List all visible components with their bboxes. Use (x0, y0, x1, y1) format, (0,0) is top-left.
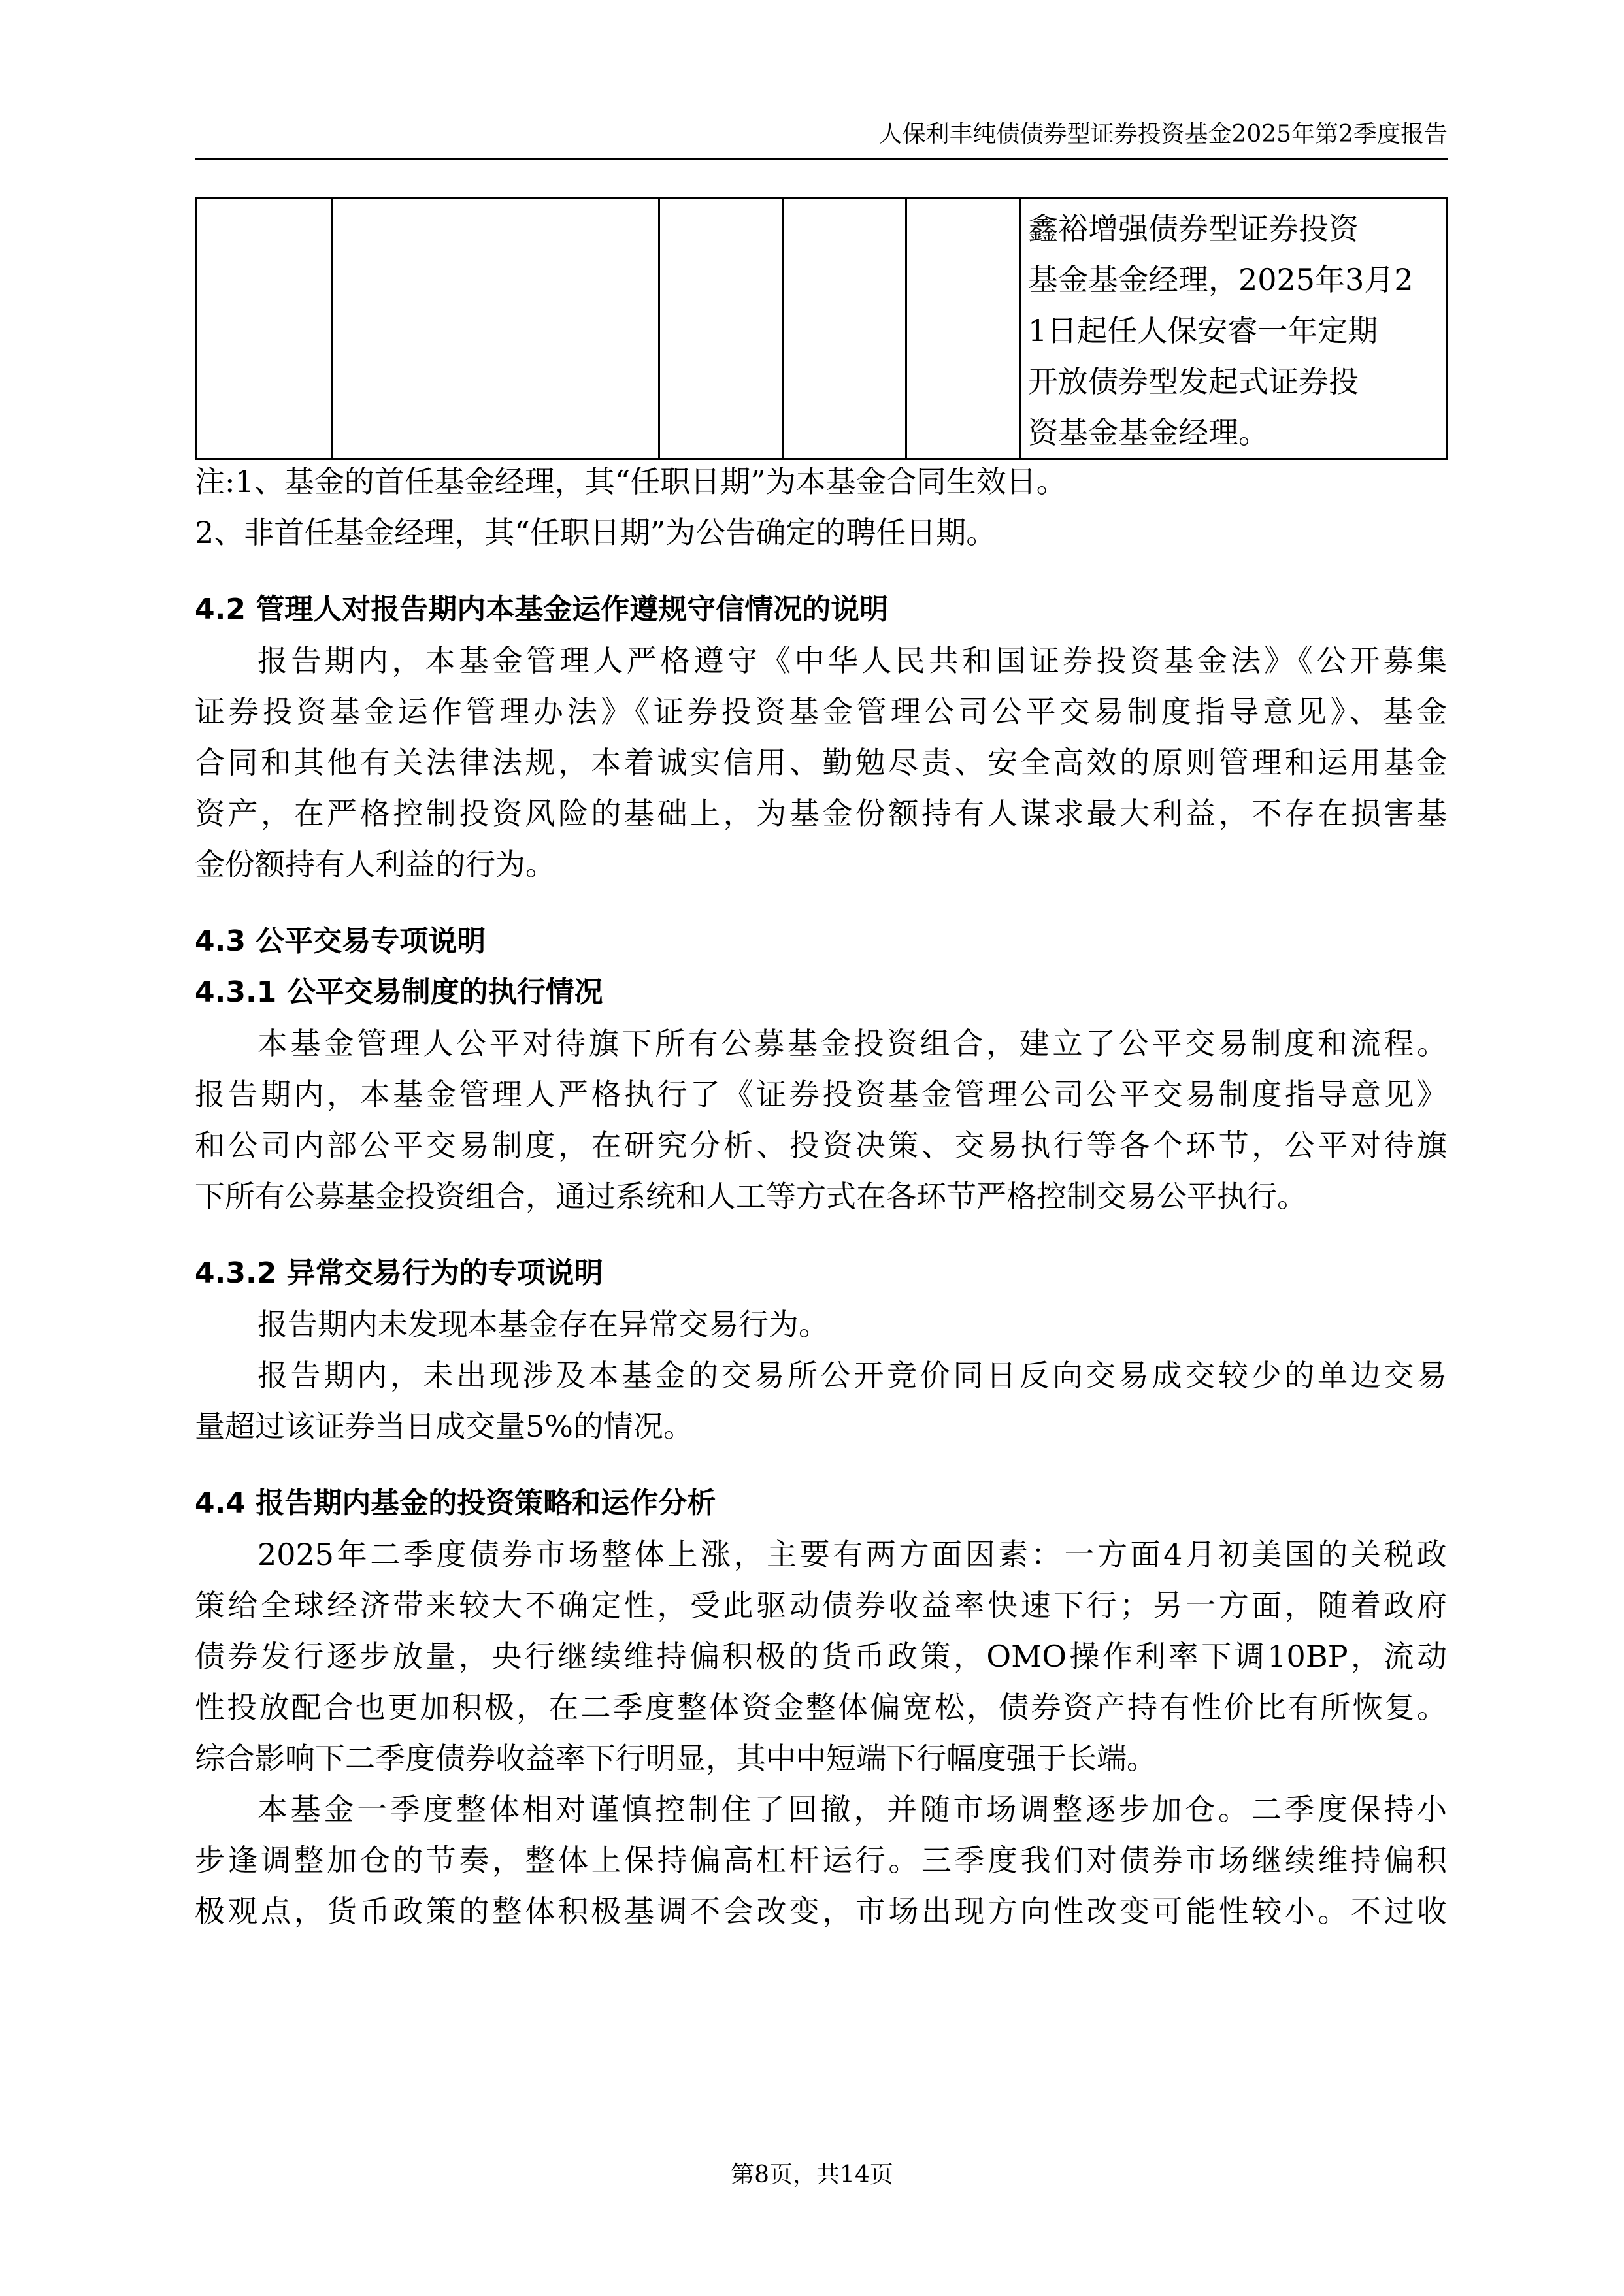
paragraph-line: 报告期内，未出现涉及本基金的交易所公开竞价同日反向交易成交较少的单边交易 (257, 1358, 1447, 1393)
paragraph-line: 本基金管理人公平对待旗下所有公募基金投资组合，建立了公平交易制度和流程。 (257, 1026, 1447, 1061)
paragraph-line: 报告期内未发现本基金存在异常交易行为。 (257, 1307, 829, 1342)
paragraph-line: 步逢调整加仓的节奏，整体上保持偏高杠杆运行。三季度我们对债券市场继续维持偏积 (195, 1843, 1447, 1878)
note-1: 注:1、基金的首任基金经理，其“任职日期”为本基金合同生效日。 (195, 464, 1067, 499)
table-cell (783, 199, 906, 459)
paragraph-line: 下所有公募基金投资组合，通过系统和人工等方式在各环节严格控制交易公平执行。 (195, 1179, 1307, 1214)
paragraph-line: 综合影响下二季度债券收益率下行明显，其中中短端下行幅度强于长端。 (195, 1741, 1157, 1776)
table-cell (333, 199, 659, 459)
paragraph-line: 量超过该证券当日成交量5%的情况。 (195, 1409, 693, 1444)
section-4-3-2-heading: 4.3.2 异常交易行为的专项说明 (195, 1256, 603, 1290)
paragraph-line: 本基金一季度整体相对谨慎控制住了回撤，并随市场调整逐步加仓。二季度保持小 (257, 1792, 1447, 1827)
main-content (195, 456, 1447, 1937)
paragraph-line: 债券发行逐步放量，央行继续维持偏积极的货币政策，OMO操作利率下调10BP，流动 (195, 1639, 1447, 1674)
table-row (196, 199, 1448, 459)
cell-line: 基金基金经理，2025年3月2 (1028, 262, 1414, 297)
section-4-2-heading: 4.2 管理人对报告期内本基金运作遵规守信情况的说明 (195, 593, 889, 626)
cell-line: 鑫裕增强债券型证券投资 (1028, 211, 1359, 246)
section-4-4-heading: 4.4 报告期内基金的投资策略和运作分析 (195, 1486, 716, 1520)
paragraph-line: 和公司内部公平交易制度，在研究分析、投资决策、交易执行等各个环节，公平对待旗 (195, 1128, 1447, 1163)
paragraph-line: 2025年二季度债券市场整体上涨，主要有两方面因素：一方面4月初美国的关税政 (257, 1537, 1447, 1572)
page-header (195, 111, 1448, 160)
paragraph-line: 资产，在严格控制投资风险的基础上，为基金份额持有人谋求最大利益，不存在损害基 (195, 796, 1447, 831)
fund-manager-table-continued (195, 197, 1448, 460)
paragraph-line: 策给全球经济带来较大不确定性，受此驱动债券收益率快速下行；另一方面，随着政府 (195, 1588, 1447, 1623)
cell-line: 1日起任人保安睿一年定期 (1028, 313, 1378, 348)
page-number: 第8页，共14页 (731, 2161, 893, 2188)
header-title: 人保利丰纯债债券型证券投资基金2025年第2季度报告 (878, 121, 1448, 148)
paragraph-line: 报告期内，本基金管理人严格遵守《中华人民共和国证券投资基金法》《公开募集 (257, 643, 1447, 678)
section-4-3-heading: 4.3 公平交易专项说明 (195, 925, 486, 958)
section-4-3-1-heading: 4.3.1 公平交易制度的执行情况 (195, 976, 603, 1009)
note-2: 2、非首任基金经理，其“任职日期”为公告确定的聘任日期。 (195, 515, 997, 550)
table-cell (196, 199, 333, 459)
table-cell (906, 199, 1021, 459)
paragraph-line: 金份额持有人利益的行为。 (195, 847, 555, 882)
paragraph-line: 报告期内，本基金管理人严格执行了《证券投资基金管理公司公平交易制度指导意见》 (195, 1077, 1447, 1112)
paragraph-line: 合同和其他有关法律法规，本着诚实信用、勤勉尽责、安全高效的原则管理和运用基金 (195, 745, 1447, 780)
paragraph-line: 证券投资基金运作管理办法》《证券投资基金管理公司公平交易制度指导意见》、基金 (195, 694, 1447, 729)
table-cell (659, 199, 783, 459)
table-cell-manager-description (1021, 199, 1448, 459)
paragraph-line: 极观点，货币政策的整体积极基调不会改变，市场出现方向性改变可能性较小。不过收 (195, 1894, 1447, 1929)
cell-line: 开放债券型发起式证券投 (1028, 364, 1359, 399)
cell-line: 资基金基金经理。 (1028, 415, 1268, 450)
paragraph-line: 性投放配合也更加积极，在二季度整体资金整体偏宽松，债券资产持有性价比有所恢复。 (195, 1690, 1447, 1725)
